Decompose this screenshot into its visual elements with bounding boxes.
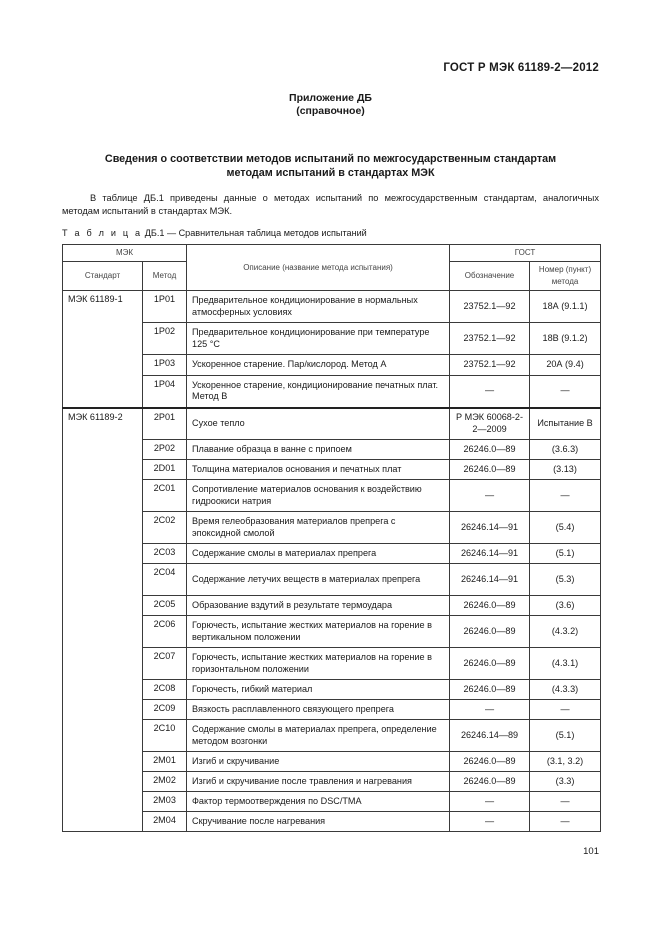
cell-designation: — xyxy=(450,700,530,720)
table-row xyxy=(63,355,601,376)
cell-description: Время гелеобразования материалов препрега с эпоксидной смолой xyxy=(187,512,450,544)
cell-description: Изгиб и скручивание xyxy=(187,752,450,772)
cell-designation: Р МЭК 60068-2-2—2009 xyxy=(450,408,530,440)
cell-method-number: — xyxy=(530,700,601,720)
table-row xyxy=(63,480,601,512)
header-iec: МЭК xyxy=(63,245,187,262)
intro-paragraph: В таблице ДБ.1 приведены данные о методах испытаний по межгосударственным стандартам, аналогичных методам испытаний в стандартах МЭК. xyxy=(62,193,599,216)
cell-method-number: — xyxy=(530,792,601,812)
document-code: ГОСТ Р МЭК 61189-2—2012 xyxy=(443,62,599,74)
cell-method: 2C10 xyxy=(143,720,187,752)
cell-method: 2C06 xyxy=(143,616,187,648)
cell-method: 1P04 xyxy=(143,376,187,408)
cell-method-number: (4.3.2) xyxy=(530,616,601,648)
cell-description: Горючесть, гибкий материал xyxy=(187,680,450,700)
cell-designation: 26246.0—89 xyxy=(450,440,530,460)
cell-method-number: (3.6) xyxy=(530,596,601,616)
cell-method-number: (5.1) xyxy=(530,720,601,752)
table-row xyxy=(63,772,601,792)
cell-description: Предварительное кондиционирование в нормальных атмосферных условиях xyxy=(187,291,450,323)
cell-method-number: (5.3) xyxy=(530,564,601,596)
table-caption-text: ДБ.1 — Сравнительная таблица методов испытаний xyxy=(142,228,367,238)
table-row xyxy=(63,544,601,564)
table-row xyxy=(63,792,601,812)
cell-description: Горючесть, испытание жестких материалов на горение в горизонтальном положении xyxy=(187,648,450,680)
cell-description: Содержание летучих веществ в материалах препрега xyxy=(187,564,450,596)
appendix-title: Приложение ДБ xyxy=(289,92,372,104)
table-row xyxy=(63,616,601,648)
table-body xyxy=(63,291,601,832)
cell-description: Вязкость расплавленного связующего препрега xyxy=(187,700,450,720)
appendix-heading xyxy=(0,92,661,118)
cell-standard: МЭК 61189-2 xyxy=(63,408,143,832)
table-row xyxy=(63,596,601,616)
cell-description: Предварительное кондиционирование при температуре 125 °С xyxy=(187,323,450,355)
cell-method: 2C08 xyxy=(143,680,187,700)
table-caption xyxy=(62,228,367,238)
cell-description: Толщина материалов основания и печатных плат xyxy=(187,460,450,480)
cell-description: Ускоренное старение. Пар/кислород. Метод А xyxy=(187,355,450,376)
table-row xyxy=(63,680,601,700)
header-method-number: Номер (пункт) метода xyxy=(530,262,601,291)
cell-description: Содержание смолы в материалах препрега, определение методом возгонки xyxy=(187,720,450,752)
cell-method: 2P02 xyxy=(143,440,187,460)
cell-method-number: — xyxy=(530,812,601,832)
table-row xyxy=(63,408,601,440)
cell-designation: 23752.1—92 xyxy=(450,323,530,355)
cell-designation: — xyxy=(450,792,530,812)
cell-designation: 26246.0—89 xyxy=(450,616,530,648)
cell-method: 2C03 xyxy=(143,544,187,564)
cell-method-number: 20А (9.4) xyxy=(530,355,601,376)
section-title-line-2: методам испытаний в стандартах МЭК xyxy=(226,166,435,179)
cell-method: 1P03 xyxy=(143,355,187,376)
cell-standard: МЭК 61189-1 xyxy=(63,291,143,408)
table-row xyxy=(63,323,601,355)
cell-method: 2P01 xyxy=(143,408,187,440)
table-row xyxy=(63,564,601,596)
cell-method-number: (4.3.3) xyxy=(530,680,601,700)
cell-method: 2C04 xyxy=(143,564,187,596)
cell-method-number: (5.1) xyxy=(530,544,601,564)
cell-designation: 26246.0—89 xyxy=(450,680,530,700)
cell-designation: — xyxy=(450,812,530,832)
table-row xyxy=(63,700,601,720)
cell-description: Ускоренное старение, кондиционирование печатных плат. Метод В xyxy=(187,376,450,408)
cell-designation: — xyxy=(450,480,530,512)
cell-method-number: — xyxy=(530,480,601,512)
cell-method-number: (3.13) xyxy=(530,460,601,480)
cell-designation: 26246.0—89 xyxy=(450,772,530,792)
cell-designation: 26246.0—89 xyxy=(450,460,530,480)
table-row xyxy=(63,291,601,323)
table-row xyxy=(63,376,601,408)
header-gost: ГОСТ xyxy=(450,245,601,262)
header-standard: Стандарт xyxy=(63,262,143,291)
cell-description: Горючесть, испытание жестких материалов на горение в вертикальном положении xyxy=(187,616,450,648)
cell-method: 2C05 xyxy=(143,596,187,616)
cell-method: 2M03 xyxy=(143,792,187,812)
cell-method: 1P02 xyxy=(143,323,187,355)
cell-method-number: Испытание В xyxy=(530,408,601,440)
cell-designation: 26246.14—89 xyxy=(450,720,530,752)
cell-method-number: (5.4) xyxy=(530,512,601,544)
header-designation: Обозначение xyxy=(450,262,530,291)
cell-designation: 26246.14—91 xyxy=(450,564,530,596)
cell-method: 1P01 xyxy=(143,291,187,323)
cell-description: Содержание смолы в материалах препрега xyxy=(187,544,450,564)
cell-designation: 26246.14—91 xyxy=(450,512,530,544)
cell-description: Фактор термоотверждения по DSC/TMA xyxy=(187,792,450,812)
cell-method: 2C07 xyxy=(143,648,187,680)
section-title-line-1: Сведения о соответствии методов испытаний по межгосударственным стандартам xyxy=(104,153,557,165)
cell-designation: — xyxy=(450,376,530,408)
methods-comparison-table xyxy=(62,244,601,832)
table-row xyxy=(63,648,601,680)
table-row xyxy=(63,752,601,772)
table-row xyxy=(63,720,601,752)
cell-description: Скручивание после нагревания xyxy=(187,812,450,832)
cell-method: 2M02 xyxy=(143,772,187,792)
cell-method-number: (3.3) xyxy=(530,772,601,792)
cell-designation: 26246.14—91 xyxy=(450,544,530,564)
cell-description: Сопротивление материалов основания к воздействию гидроокиси натрия xyxy=(187,480,450,512)
cell-method: 2C02 xyxy=(143,512,187,544)
page-number: 101 xyxy=(583,846,599,857)
header-method: Метод xyxy=(143,262,187,291)
section-title xyxy=(40,153,621,180)
cell-designation: 23752.1—92 xyxy=(450,291,530,323)
cell-method-number: (4.3.1) xyxy=(530,648,601,680)
cell-description: Сухое тепло xyxy=(187,408,450,440)
table-row xyxy=(63,440,601,460)
cell-designation: 26246.0—89 xyxy=(450,596,530,616)
cell-designation: 26246.0—89 xyxy=(450,752,530,772)
cell-designation: 23752.1—92 xyxy=(450,355,530,376)
cell-designation: 26246.0—89 xyxy=(450,648,530,680)
cell-method-number: 18А (9.1.1) xyxy=(530,291,601,323)
cell-method: 2M04 xyxy=(143,812,187,832)
cell-method: 2C09 xyxy=(143,700,187,720)
cell-method-number: (3.6.3) xyxy=(530,440,601,460)
cell-method-number: (3.1, 3.2) xyxy=(530,752,601,772)
header-description: Описание (название метода испытания) xyxy=(187,245,450,291)
table-row xyxy=(63,812,601,832)
appendix-subtitle: (справочное) xyxy=(296,105,365,117)
cell-method-number: — xyxy=(530,376,601,408)
cell-method-number: 18В (9.1.2) xyxy=(530,323,601,355)
cell-description: Плавание образца в ванне с припоем xyxy=(187,440,450,460)
table-row xyxy=(63,512,601,544)
cell-method: 2C01 xyxy=(143,480,187,512)
table-row xyxy=(63,460,601,480)
cell-method: 2D01 xyxy=(143,460,187,480)
table-caption-prefix: Т а б л и ц а xyxy=(62,228,143,238)
cell-description: Образование вздутий в результате термоудара xyxy=(187,596,450,616)
cell-method: 2M01 xyxy=(143,752,187,772)
cell-description: Изгиб и скручивание после травления и нагревания xyxy=(187,772,450,792)
